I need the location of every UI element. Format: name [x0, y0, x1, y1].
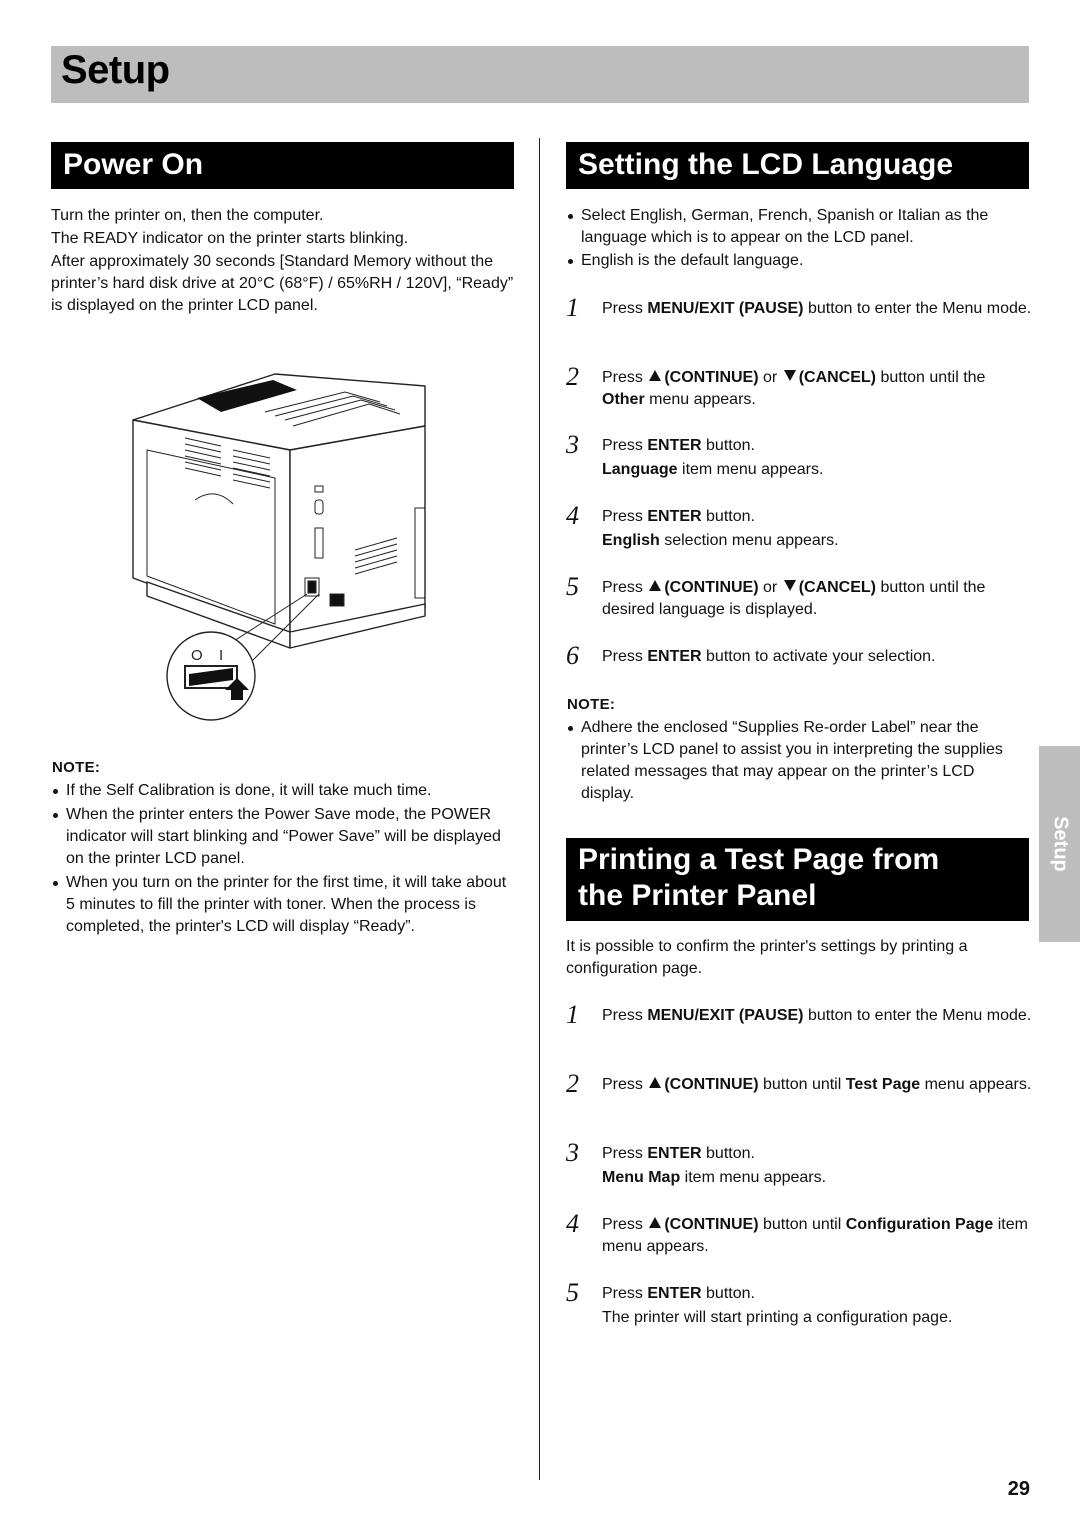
step-number: 1 [566, 1000, 579, 1029]
step-text: Press ENTER button. [602, 1145, 755, 1162]
side-tab-label: Setup [1049, 816, 1071, 872]
step-number: 2 [566, 362, 579, 391]
step-text: Press MENU/EXIT (PAUSE) button to enter the Menu mode. [602, 300, 1032, 317]
lcd-language-notes [566, 717, 1028, 807]
power-on-heading: Power On [63, 148, 204, 181]
step-text: Press (CONTINUE) or (CANCEL) button until the desired language is displayed. [602, 579, 986, 618]
power-on-notes [51, 780, 516, 940]
switch-on-label: I [219, 647, 224, 664]
step-number: 2 [566, 1069, 579, 1098]
triangle-up-icon [649, 370, 661, 381]
triangle-down-icon [784, 370, 796, 381]
power-on-intro-line: The READY indicator on the printer starts blinking. [51, 230, 409, 247]
list-item: English is the default language. [566, 250, 1026, 272]
list-item: Select English, German, French, Spanish or Italian as the language which is to appear on the LCD panel. [566, 205, 1026, 249]
page-header [51, 46, 1029, 103]
column-divider [539, 138, 540, 1480]
lcd-language-heading: Setting the LCD Language [578, 148, 953, 181]
triangle-up-icon [649, 1217, 661, 1228]
lcd-language-note-heading: NOTE: [567, 696, 616, 713]
test-page-heading-bar [566, 838, 1029, 921]
step-number: 6 [566, 641, 579, 670]
power-on-intro-line: Turn the printer on, then the computer. [51, 207, 324, 224]
page-number: 29 [1007, 1478, 1030, 1500]
triangle-up-icon [649, 580, 661, 591]
step-number: 1 [566, 293, 579, 322]
power-on-heading-bar [51, 142, 514, 189]
list-item: When you turn on the printer for the first time, it will take about 5 minutes to fill the printer with toner. When the process is completed, the printer's LCD will display “Ready”. [51, 872, 516, 938]
test-page-intro-text: It is possible to confirm the printer's settings by printing a configuration page. [566, 938, 968, 977]
test-page-heading: Printing a Test Page from the Printer Panel [578, 843, 940, 912]
step-subtext: Menu Map item menu appears. [602, 1169, 827, 1186]
step-text: Press ENTER button. [602, 508, 755, 525]
list-item: If the Self Calibration is done, it will take much time. [51, 780, 516, 802]
test-page-intro [566, 936, 1028, 980]
step-text: Press (CONTINUE) button until Configuration Page item menu appears. [602, 1216, 1028, 1255]
step-number: 3 [566, 1138, 579, 1167]
printer-illustration [125, 368, 445, 728]
step-number: 4 [566, 1209, 579, 1238]
step-text: Press MENU/EXIT (PAUSE) button to enter the Menu mode. [602, 1007, 1032, 1024]
lcd-language-heading-bar [566, 142, 1029, 189]
step-text: Press (CONTINUE) or (CANCEL) button until the Other menu appears. [602, 369, 986, 408]
step-subtext: Language item menu appears. [602, 461, 824, 478]
step-text: Press ENTER button. [602, 1285, 755, 1302]
step-number: 5 [566, 572, 579, 601]
list-item: Adhere the enclosed “Supplies Re-order Label” near the printer’s LCD panel to assist you in interpreting the supplies related messages that may appear on the printer’s LCD display. [566, 717, 1028, 805]
step-number: 3 [566, 430, 579, 459]
switch-off-label: O [191, 647, 203, 664]
step-subtext: English selection menu appears. [602, 532, 839, 549]
lcd-language-bullets [566, 205, 1026, 274]
power-on-note-heading: NOTE: [52, 759, 101, 776]
triangle-down-icon [784, 580, 796, 591]
list-item: When the printer enters the Power Save mode, the POWER indicator will start blinking and “Power Save” will be displayed on the printer LCD panel. [51, 804, 516, 870]
page-title: Setup [61, 48, 170, 92]
step-number: 4 [566, 501, 579, 530]
power-on-intro-line: After approximately 30 seconds [Standard Memory without the printer’s hard disk drive at 20°C (68°F) / 65%RH / 120V], “Ready” is displayed on the printer LCD panel. [51, 253, 514, 314]
step-text: Press ENTER button. [602, 437, 755, 454]
step-number: 5 [566, 1278, 579, 1307]
step-text: Press ENTER button to activate your selection. [602, 648, 936, 665]
side-tab [1039, 746, 1080, 942]
step-subtext: The printer will start printing a configuration page. [602, 1309, 953, 1326]
triangle-up-icon [649, 1077, 661, 1088]
step-text: Press (CONTINUE) button until Test Page menu appears. [602, 1076, 1032, 1093]
power-on-intro [51, 205, 516, 317]
